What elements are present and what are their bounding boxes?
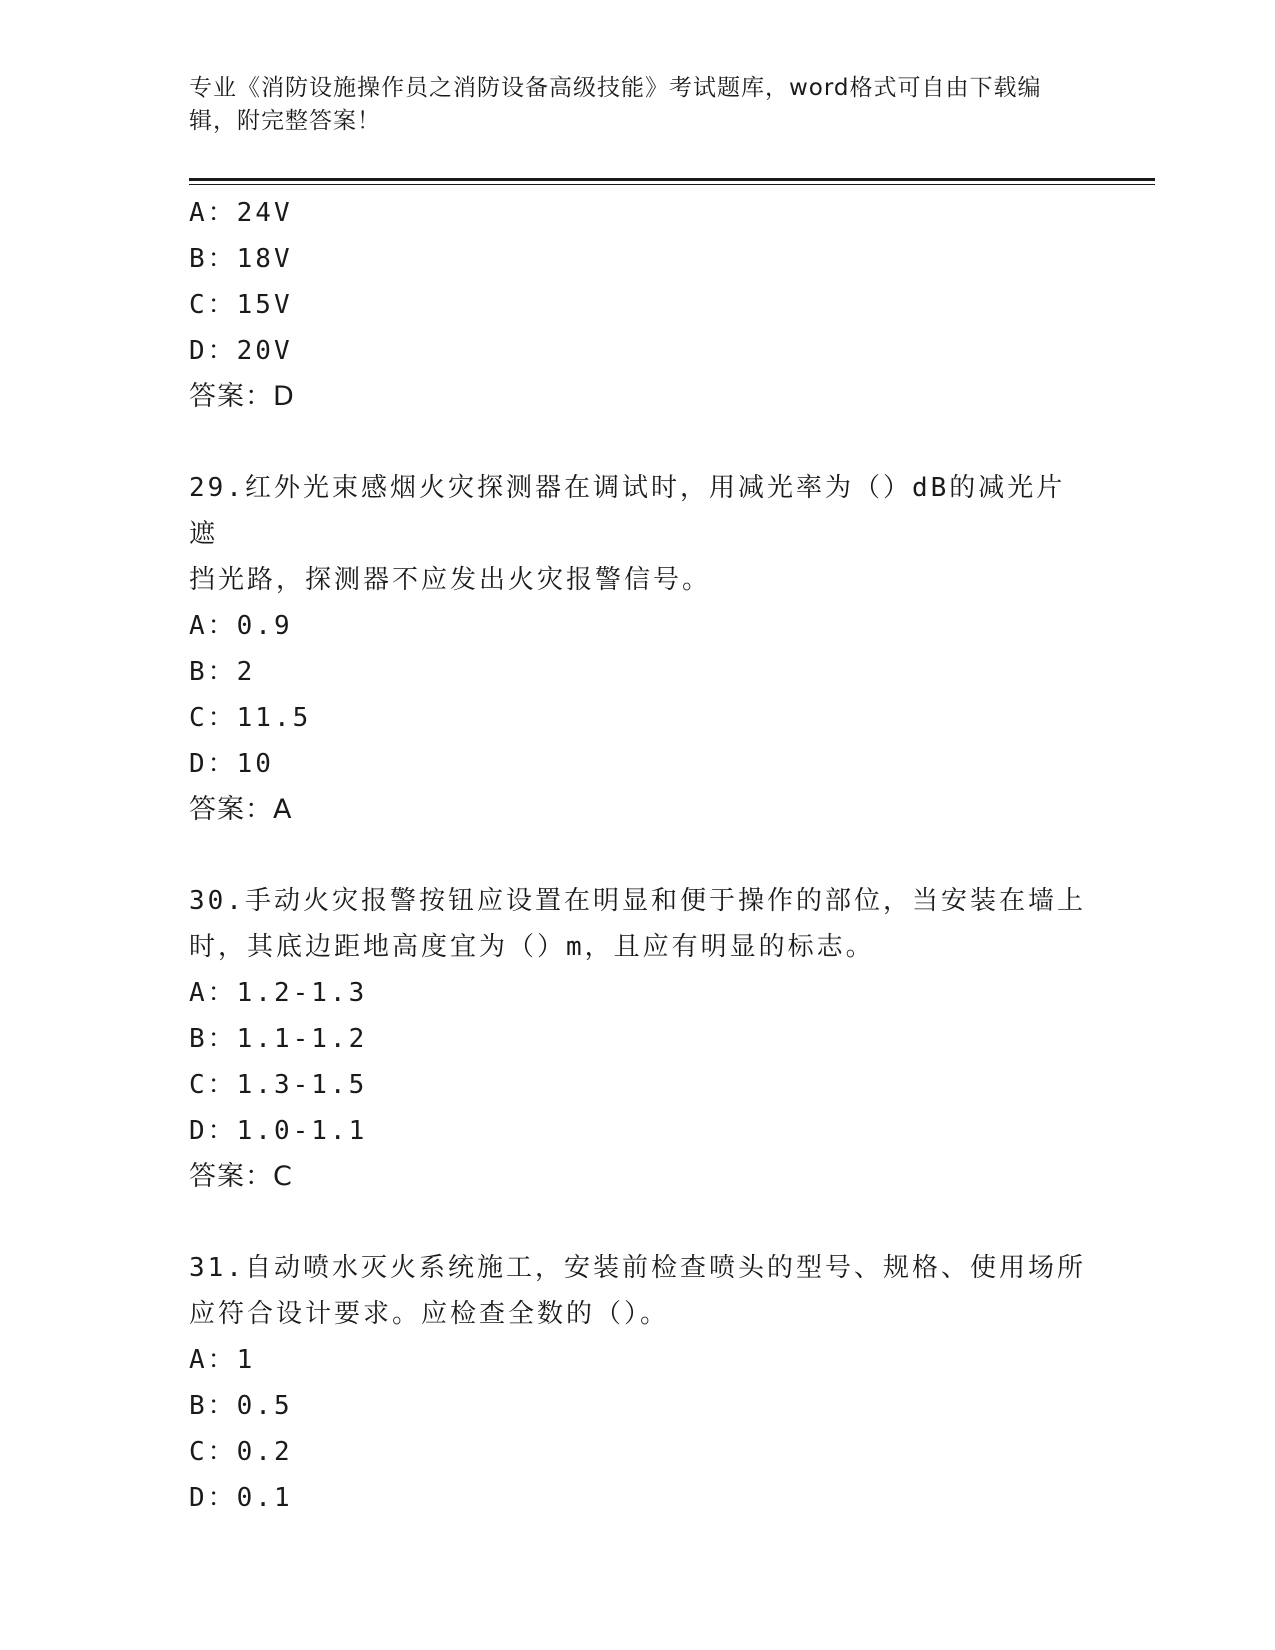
header-line-1: 专业《消防设施操作员之消防设备高级技能》考试题库，word格式可自由下载编 [189, 75, 1042, 101]
question-text-line-1: 31.自动喷水灭火系统施工，安装前检查喷头的型号、规格、使用场所 [189, 1253, 1086, 1283]
answer-line: 答案：A [189, 794, 293, 825]
question-text-line-2: 挡光路，探测器不应发出火灾报警信号。 [189, 565, 712, 595]
option-c: C：0.2 [189, 1437, 293, 1467]
answer-line: 答案：C [189, 1161, 293, 1192]
question-28-tail [189, 190, 1089, 420]
document-header [189, 72, 1089, 138]
option-d: D：0.1 [189, 1483, 293, 1513]
option-b: B：2 [189, 657, 256, 687]
answer-line: 答案：D [189, 381, 295, 412]
option-c: C：11.5 [189, 703, 312, 733]
header-rule-thick [189, 178, 1155, 181]
question-text-line-1: 30.手动火灾报警按钮应设置在明显和便于操作的部位，当安装在墙上 [189, 886, 1086, 916]
option-a: A：1 [189, 1345, 256, 1375]
option-d: D：1.0-1.1 [189, 1116, 368, 1146]
question-31 [189, 1245, 1089, 1521]
question-text-line-2: 时，其底边距地高度宜为（）m，且应有明显的标志。 [189, 932, 875, 962]
question-list [189, 190, 1089, 1521]
option-d: D：20V [189, 336, 293, 366]
option-b: B：1.1-1.2 [189, 1024, 368, 1054]
question-30 [189, 878, 1089, 1200]
option-c: C：1.3-1.5 [189, 1070, 368, 1100]
option-b: B：18V [189, 244, 293, 274]
option-d: D：10 [189, 749, 274, 779]
option-b: B：0.5 [189, 1391, 293, 1421]
question-29 [189, 465, 1089, 833]
question-text-line-2: 应符合设计要求。应检查全数的（）。 [189, 1299, 670, 1329]
option-a: A：24V [189, 198, 293, 228]
option-c: C：15V [189, 290, 293, 320]
header-rule-thin [189, 184, 1155, 185]
question-text-line-1: 29.红外光束感烟火灾探测器在调试时，用减光率为（）dB的减光片遮 [189, 473, 1066, 549]
header-line-2: 辑，附完整答案！ [189, 108, 381, 134]
option-a: A：1.2-1.3 [189, 978, 368, 1008]
option-a: A：0.9 [189, 611, 293, 641]
